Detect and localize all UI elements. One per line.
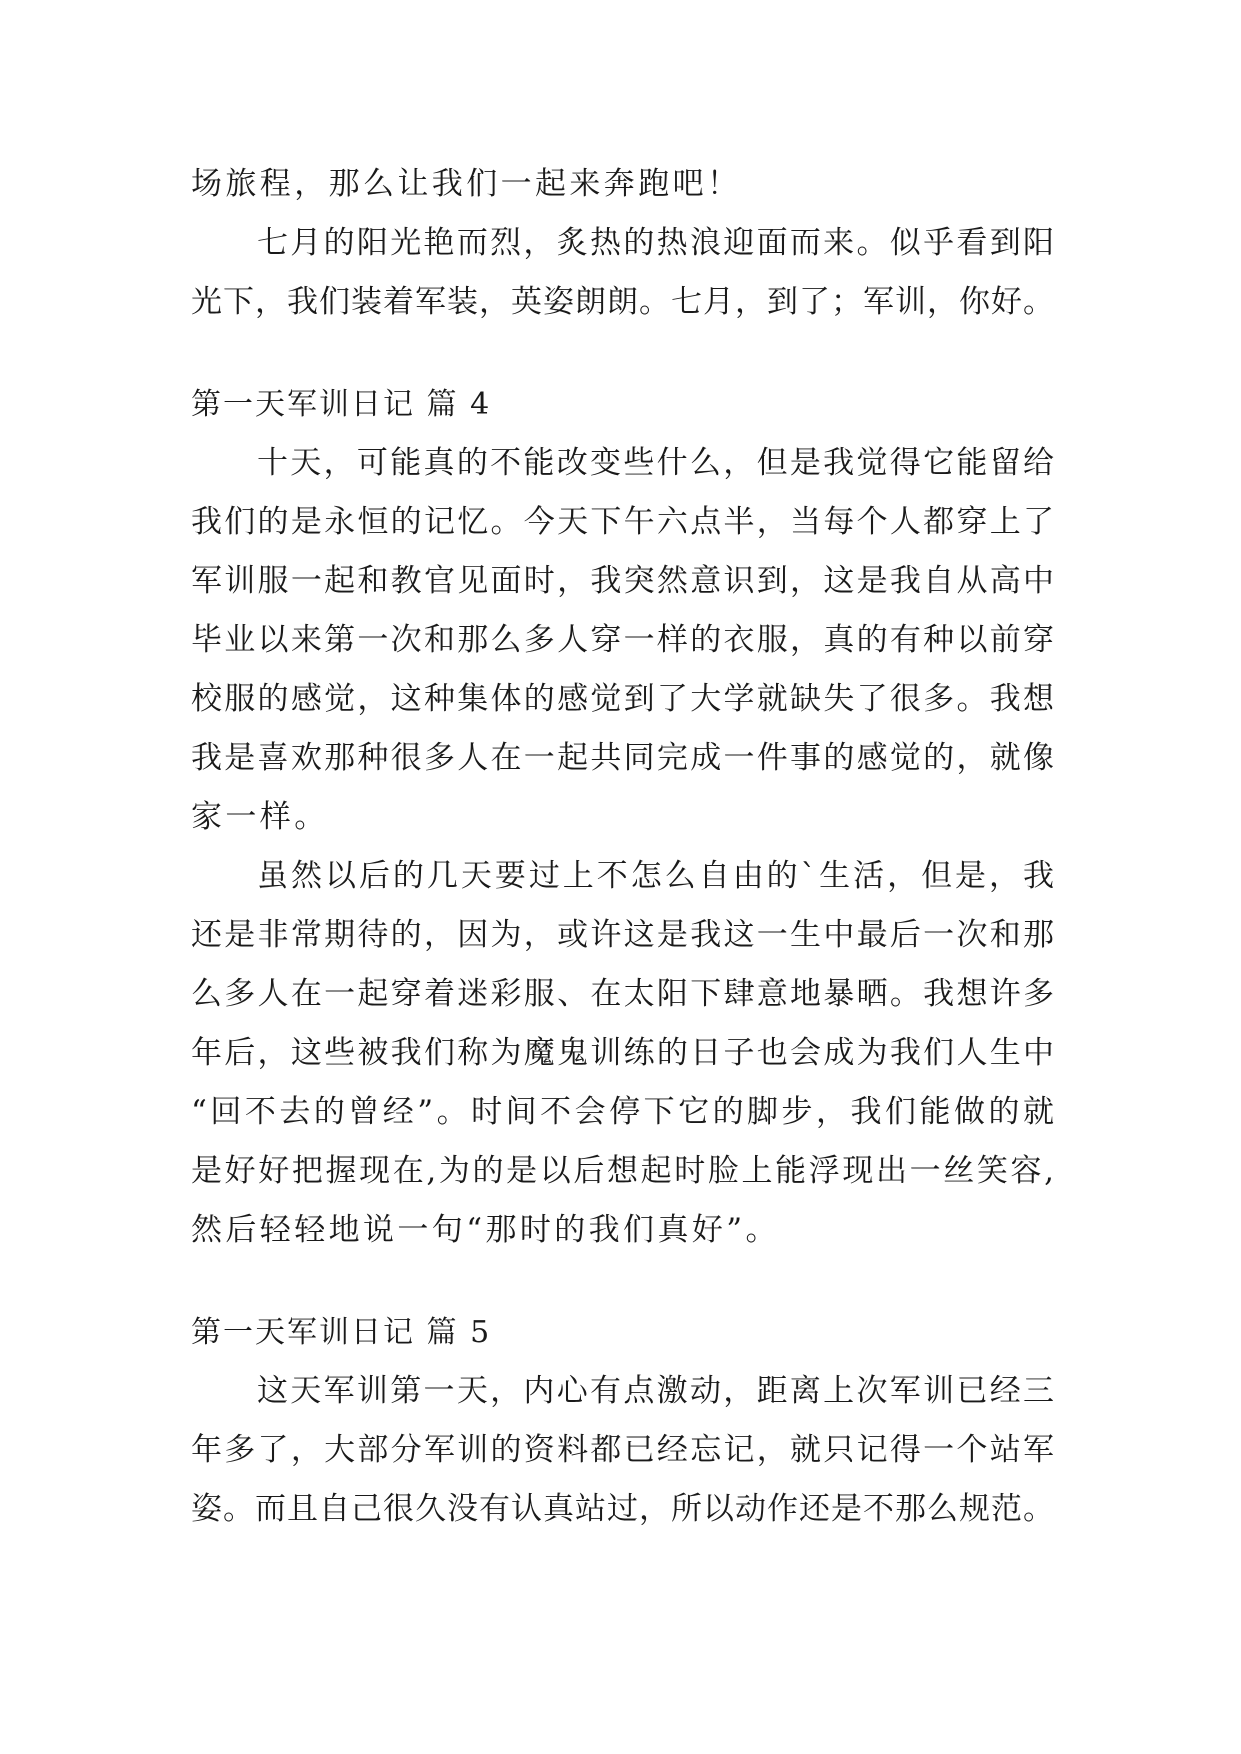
text-line: 虽然以后的几天要过上不怎么自由的`生活，但是，我 [257,858,1054,894]
section-heading: 第一天军训日记 篇 4 [191,387,492,422]
text-line: 毕业以来第一次和那么多人穿一样的衣服，真的有种以前穿 [191,622,1054,658]
document-page [191,155,1054,1539]
text-line: 姿。而且自己很久没有认真站过，所以动作还是不那么规范。 [191,1491,1054,1527]
text-line: 场旅程，那么让我们一起来奔跑吧！ [191,166,742,202]
text-line: 十天，可能真的不能改变些什么，但是我觉得它能留给 [257,445,1054,481]
text-line: 然后轻轻地说一句“那时的我们真好”。 [191,1212,780,1248]
text-line: 这天军训第一天，内心有点激动，距离上次军训已经三 [257,1373,1054,1409]
text-line: 年后，这些被我们称为魔鬼训练的日子也会成为我们人生中 [191,1035,1054,1071]
text-line: 年多了，大部分军训的资料都已经忘记，就只记得一个站军 [191,1432,1054,1468]
section-gap [191,332,1054,375]
text-line: 军训服一起和教官见面时，我突然意识到，这是我自从高中 [191,563,1054,599]
text-line: 还是非常期待的，因为，或许这是我这一生中最后一次和那 [191,917,1054,953]
text-line: “回不去的曾经”。时间不会停下它的脚步，我们能做的就 [191,1094,1054,1130]
text-line: 我是喜欢那种很多人在一起共同完成一件事的感觉的，就像 [191,740,1054,776]
text-line: 校服的感觉，这种集体的感觉到了大学就缺失了很多。我想 [191,681,1054,717]
text-line: 是好好把握现在,为的是以后想起时脸上能浮现出一丝笑容, [191,1153,1054,1189]
text-line: 么多人在一起穿着迷彩服、在太阳下肆意地暴晒。我想许多 [191,976,1054,1012]
section-heading: 第一天军训日记 篇 5 [191,1315,492,1350]
text-line: 七月的阳光艳而烈，炙热的热浪迎面而来。似乎看到阳 [257,225,1054,261]
text-line: 光下，我们装着军装，英姿朗朗。七月，到了；军训，你好。 [191,284,1054,320]
section-gap [191,1260,1054,1303]
text-line: 我们的是永恒的记忆。今天下午六点半，当每个人都穿上了 [191,504,1054,540]
text-line: 家一样。 [191,799,329,835]
